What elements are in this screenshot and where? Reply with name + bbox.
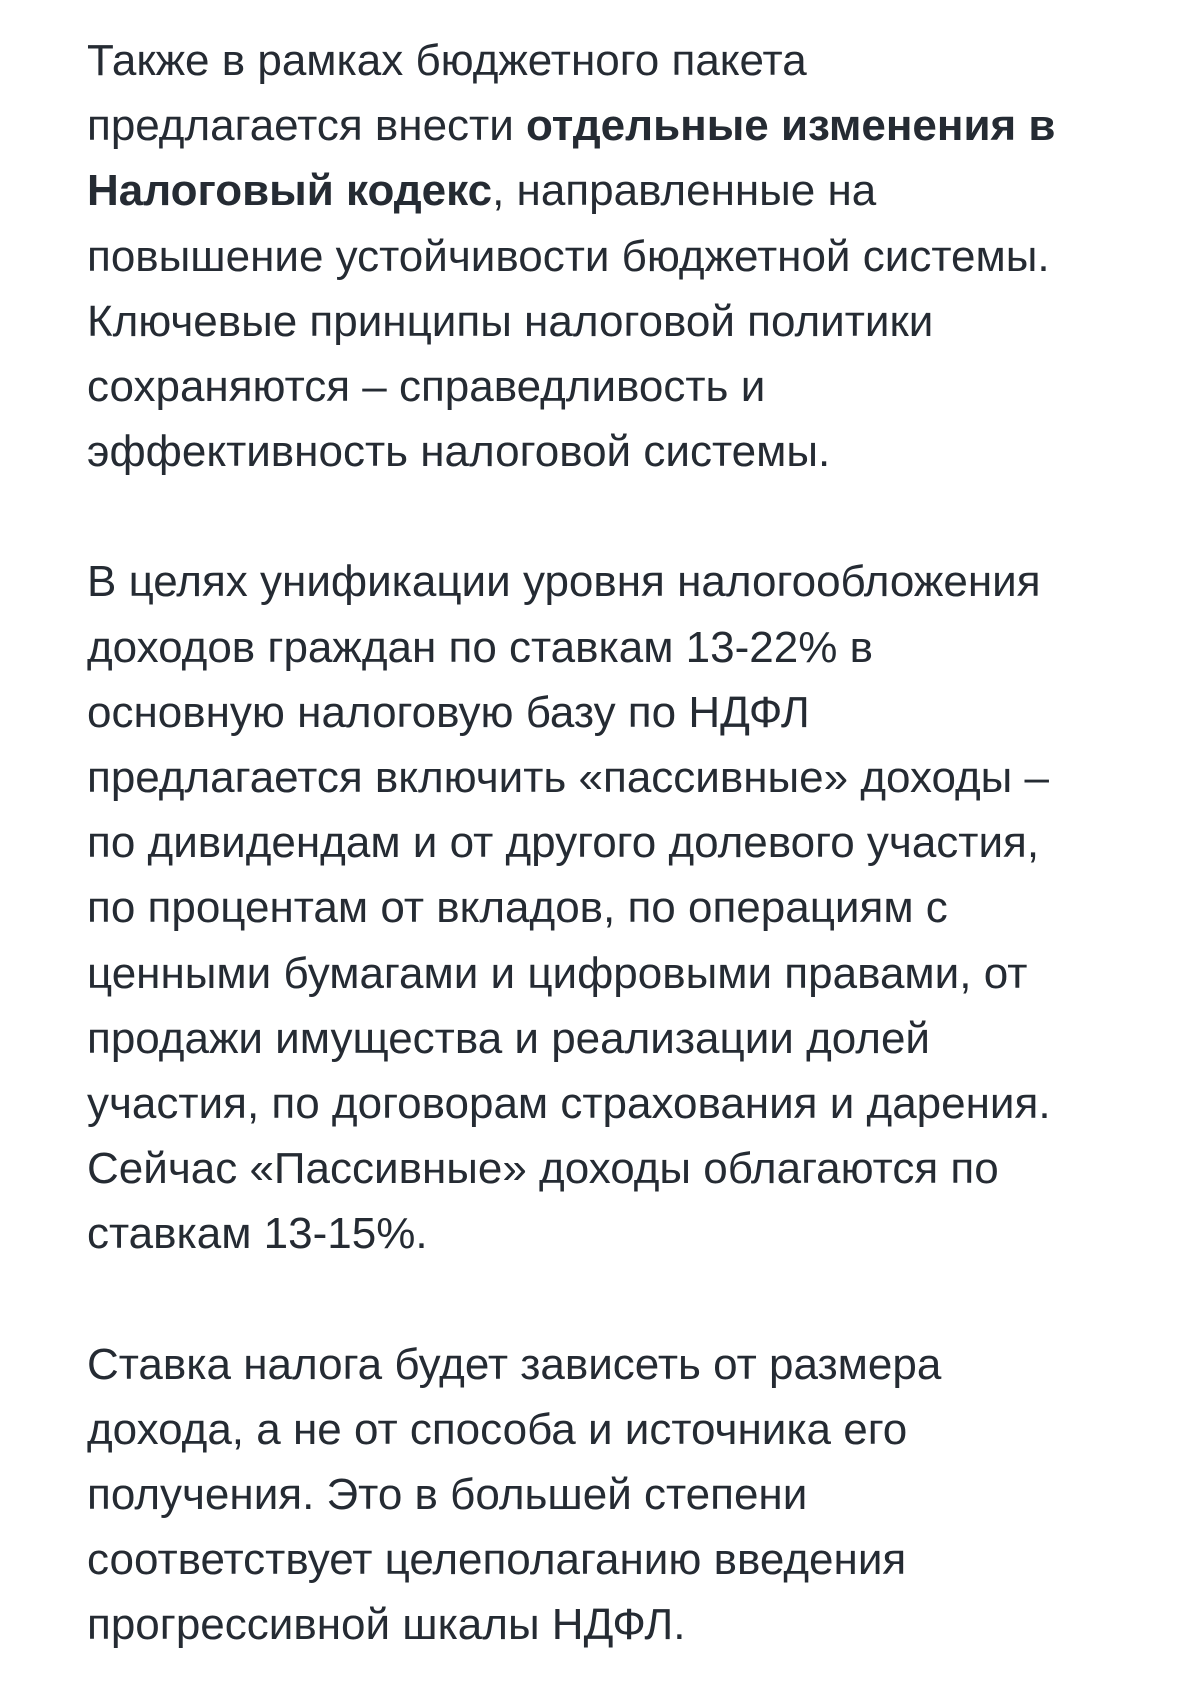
text-segment: сохраняются – справедливость и bbox=[87, 362, 766, 412]
text-segment: ставкам 13-15%. bbox=[87, 1209, 428, 1259]
text-segment: эффективность налоговой системы. bbox=[87, 427, 831, 477]
paragraph bbox=[87, 1332, 1147, 1658]
text-line bbox=[87, 1332, 1147, 1397]
text-line bbox=[87, 1397, 1147, 1462]
text-segment: , направленные на bbox=[492, 166, 877, 216]
text-line bbox=[87, 549, 1147, 614]
text-line bbox=[87, 745, 1147, 810]
text-line bbox=[87, 1462, 1147, 1527]
paragraph bbox=[87, 549, 1147, 1266]
text-line bbox=[87, 419, 1147, 484]
text-segment: В целях унификации уровня налогообложения bbox=[87, 557, 1041, 607]
text-segment: дохода, а не от способа и источника его bbox=[87, 1404, 908, 1454]
text-segment: прогрессивной шкалы НДФЛ. bbox=[87, 1600, 686, 1650]
text-segment: основную налоговую базу по НДФЛ bbox=[87, 687, 810, 737]
text-line bbox=[87, 810, 1147, 875]
text-segment: ценными бумагами и цифровыми правами, от bbox=[87, 948, 1028, 998]
text-line bbox=[87, 354, 1147, 419]
text-line bbox=[87, 1527, 1147, 1592]
text-segment: Ключевые принципы налоговой политики bbox=[87, 296, 934, 346]
article-body bbox=[87, 28, 1147, 1658]
text-segment: продажи имущества и реализации долей bbox=[87, 1013, 931, 1063]
text-line bbox=[87, 1006, 1147, 1071]
text-segment: предлагается включить «пассивные» доходы – bbox=[87, 753, 1049, 803]
text-line bbox=[87, 289, 1147, 354]
text-segment: получения. Это в большей степени bbox=[87, 1470, 808, 1520]
text-segment: участия, по договорам страхования и дарения. bbox=[87, 1079, 1051, 1129]
text-line bbox=[87, 875, 1147, 940]
text-line bbox=[87, 224, 1147, 289]
text-line bbox=[87, 158, 1147, 223]
text-line bbox=[87, 1071, 1147, 1136]
text-segment: по процентам от вкладов, по операциям с bbox=[87, 883, 948, 933]
text-line bbox=[87, 615, 1147, 680]
text-line bbox=[87, 1136, 1147, 1201]
text-line bbox=[87, 93, 1147, 158]
text-segment: доходов граждан по ставкам 13-22% в bbox=[87, 622, 873, 672]
text-segment: предлагается внести bbox=[87, 101, 526, 151]
paragraph bbox=[87, 28, 1147, 484]
text-segment: соответствует целеполаганию введения bbox=[87, 1535, 907, 1585]
text-line bbox=[87, 680, 1147, 745]
text-line bbox=[87, 1201, 1147, 1266]
text-line bbox=[87, 1592, 1147, 1657]
text-segment: повышение устойчивости бюджетной системы. bbox=[87, 231, 1050, 281]
text-line bbox=[87, 941, 1147, 1006]
text-segment: Сейчас «Пассивные» доходы облагаются по bbox=[87, 1144, 999, 1194]
text-segment: по дивидендам и от другого долевого участия, bbox=[87, 818, 1040, 868]
bold-text: отдельные изменения в bbox=[526, 101, 1056, 151]
bold-text: Налоговый кодекс bbox=[87, 166, 493, 216]
text-segment: Ставка налога будет зависеть от размера bbox=[87, 1339, 942, 1389]
text-line bbox=[87, 28, 1147, 93]
text-segment: Также в рамках бюджетного пакета bbox=[87, 36, 807, 85]
